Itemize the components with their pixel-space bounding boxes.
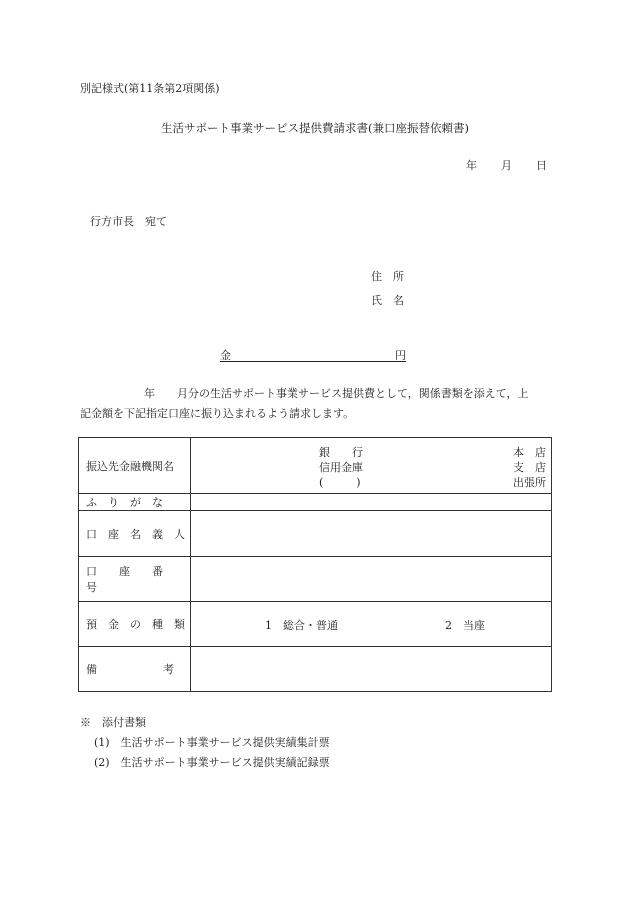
amount-prefix: 金	[220, 349, 231, 362]
bank-type-other: ( )	[319, 476, 361, 489]
bank-type-shinkin: 信用金庫	[319, 461, 363, 474]
furigana-field[interactable]	[191, 494, 552, 511]
branch-type-branch: 支 店	[513, 461, 546, 474]
bank-name-label: 振込先金融機関名	[79, 438, 191, 494]
request-year: 年	[144, 387, 155, 400]
branch-type-office: 出張所	[513, 476, 546, 489]
document-title: 生活サポート事業サービス提供費請求書(兼口座振替依頼書)	[161, 121, 469, 135]
remarks-field[interactable]	[191, 647, 552, 692]
attachments-heading: ※ 添付書類	[80, 716, 146, 729]
attachment-item: (2) 生活サポート事業サービス提供実績記録票	[94, 756, 330, 769]
remarks-label: 備 考	[79, 647, 191, 692]
date-year-label: 年	[466, 159, 477, 172]
bank-name-cell	[191, 438, 552, 494]
form-id: 別記様式(第11条第2項関係)	[80, 82, 220, 95]
deposit-type-label: 預 金 の 種 類	[79, 602, 191, 647]
attachments-notes	[80, 713, 330, 773]
branch-type-main: 本 店	[513, 446, 546, 459]
account-number-field[interactable]	[191, 557, 552, 602]
bank-type-bank: 銀 行	[319, 446, 363, 459]
date-day-label: 日	[536, 159, 547, 172]
deposit-type-cell	[191, 602, 552, 647]
amount-line	[220, 347, 406, 362]
request-body-1: 月分の生活サポート事業サービス提供費として，関係書類を添えて，上	[177, 387, 529, 400]
deposit-option-ordinary[interactable]: 1 総合・普通	[265, 619, 338, 632]
request-paragraph	[80, 384, 550, 424]
account-holder-label: 口 座 名 義 人	[79, 511, 191, 557]
addressee: 行方市長 宛て	[90, 215, 167, 228]
account-holder-field[interactable]	[191, 511, 552, 557]
amount-unit: 円	[395, 349, 406, 362]
address-label: 住 所	[371, 270, 404, 283]
date-month-label: 月	[501, 159, 512, 172]
bank-account-table	[78, 437, 552, 692]
name-label: 氏 名	[371, 294, 404, 307]
deposit-option-current[interactable]: 2 当座	[445, 619, 485, 632]
request-body-2: 記金額を下記指定口座に振り込まれるよう請求します。	[80, 407, 355, 420]
account-number-label: 口 座 番 号	[79, 557, 191, 602]
attachment-item: (1) 生活サポート事業サービス提供実績集計票	[94, 736, 330, 749]
furigana-label: ふ り が な	[79, 494, 191, 511]
